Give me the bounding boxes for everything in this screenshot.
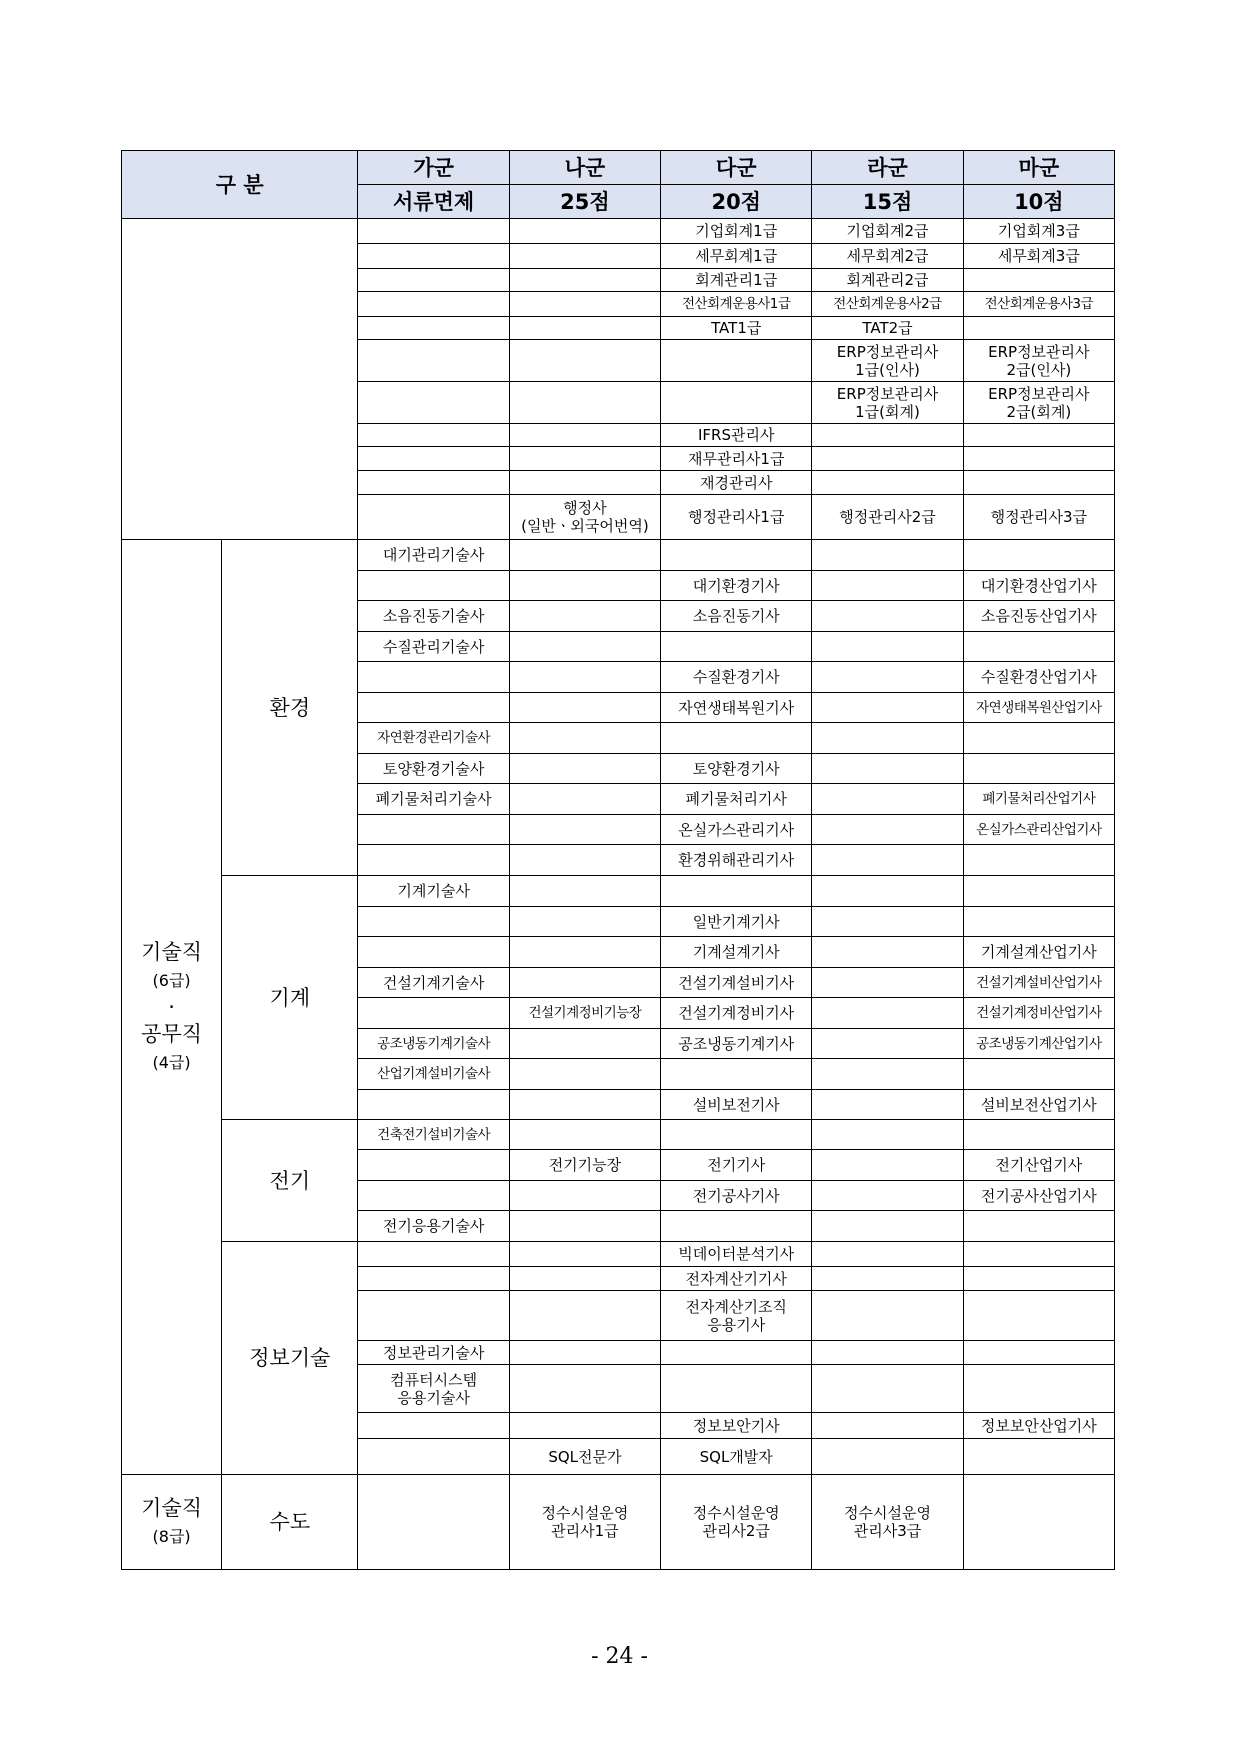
header-group: 다군 — [661, 151, 812, 185]
qualification-cell: 전기기사 — [661, 1150, 812, 1181]
qualification-cell — [812, 845, 963, 876]
header-points: 25점 — [509, 185, 660, 219]
qualification-cell — [812, 424, 963, 447]
qualification-cell — [812, 471, 963, 495]
qualification-cell: 대기환경기사 — [661, 571, 812, 601]
qualification-cell: ERP정보관리사 2급(회계) — [963, 382, 1114, 424]
qualification-cell — [812, 876, 963, 907]
qualification-cell — [509, 317, 660, 340]
qualification-cell: 기업회계1급 — [661, 219, 812, 244]
qualification-cell — [509, 540, 660, 571]
qualification-cell — [358, 1291, 509, 1341]
qualification-cell: 공조냉동기계산업기사 — [963, 1029, 1114, 1059]
header-group: 가군 — [358, 151, 509, 185]
qualification-cell — [661, 1211, 812, 1242]
qualification-cell — [812, 662, 963, 693]
qualification-cell — [812, 1211, 963, 1242]
qualification-cell — [812, 1029, 963, 1059]
qualification-cell — [358, 662, 509, 693]
qualification-cell — [963, 754, 1114, 784]
qualification-cell — [963, 269, 1114, 292]
header-category: 구 분 — [122, 151, 358, 219]
qualification-cell: 수질관리기술사 — [358, 632, 509, 662]
qualification-cell — [812, 754, 963, 784]
qualification-cell: TAT2급 — [812, 317, 963, 340]
qualification-cell: 행정관리사3급 — [963, 495, 1114, 540]
qualification-cell: 온실가스관리산업기사 — [963, 815, 1114, 845]
qualification-cell — [509, 1211, 660, 1242]
qualification-cell — [963, 723, 1114, 754]
qualification-cell — [812, 1120, 963, 1150]
qualification-cell: 설비보전기사 — [661, 1090, 812, 1120]
qualification-cell — [963, 1267, 1114, 1291]
qualification-cell — [661, 1120, 812, 1150]
qualification-cell — [509, 1181, 660, 1211]
qualification-cell — [358, 317, 509, 340]
qualification-cell — [509, 1365, 660, 1413]
qualification-cell — [509, 815, 660, 845]
qualification-cell: 소음진동기술사 — [358, 601, 509, 632]
qualification-cell — [661, 1365, 812, 1413]
qualification-cell — [963, 632, 1114, 662]
qualification-cell — [963, 1439, 1114, 1475]
qualification-cell — [358, 1267, 509, 1291]
qualification-cell — [509, 754, 660, 784]
qualification-cell: 기계설계기사 — [661, 937, 812, 968]
qualification-cell — [509, 1059, 660, 1090]
qualification-cell — [358, 495, 509, 540]
qualification-cell: 기업회계2급 — [812, 219, 963, 244]
qualification-cell — [509, 1413, 660, 1439]
qualification-cell — [509, 632, 660, 662]
qualification-cell — [812, 723, 963, 754]
qualification-cell — [358, 424, 509, 447]
qualification-cell — [509, 269, 660, 292]
qualification-cell: 정보보안산업기사 — [963, 1413, 1114, 1439]
qualification-cell — [963, 1475, 1114, 1570]
qualification-cell: 세무회계1급 — [661, 244, 812, 269]
qualification-cell — [358, 1150, 509, 1181]
qualification-cell — [358, 292, 509, 317]
qualification-cell — [812, 815, 963, 845]
qualification-cell: 폐기물처리기사 — [661, 784, 812, 815]
qualification-cell: 전산회계운용사3급 — [963, 292, 1114, 317]
qualification-cell — [509, 219, 660, 244]
qualification-cell: IFRS관리사 — [661, 424, 812, 447]
qualification-cell — [358, 815, 509, 845]
qualification-cell — [812, 1341, 963, 1365]
qualification-cell — [661, 876, 812, 907]
qualification-cell — [358, 693, 509, 723]
qualification-cell — [963, 447, 1114, 471]
qualification-cell — [661, 723, 812, 754]
qualification-cell: 전자계산기조직 응용기사 — [661, 1291, 812, 1341]
qualification-cell: 회계관리1급 — [661, 269, 812, 292]
qualification-cell — [812, 1267, 963, 1291]
qualification-cell: 기계설계산업기사 — [963, 937, 1114, 968]
qualification-cell: 자연생태복원기사 — [661, 693, 812, 723]
qualification-cell — [509, 382, 660, 424]
qualification-cell — [509, 292, 660, 317]
qualification-cell — [509, 340, 660, 382]
qualification-cell: 건설기계정비기능장 — [509, 998, 660, 1029]
qualification-cell — [812, 784, 963, 815]
qualification-cell — [358, 1181, 509, 1211]
qualification-cell — [509, 244, 660, 269]
header-group: 라군 — [812, 151, 963, 185]
qualification-cell — [358, 1242, 509, 1267]
qualification-cell — [812, 1413, 963, 1439]
qualification-cell: ERP정보관리사 1급(인사) — [812, 340, 963, 382]
header-points: 15점 — [812, 185, 963, 219]
qualification-cell — [509, 937, 660, 968]
qualification-cell — [812, 1150, 963, 1181]
qualification-cell: 전기산업기사 — [963, 1150, 1114, 1181]
qualification-cell: SQL전문가 — [509, 1439, 660, 1475]
qualification-cell — [358, 571, 509, 601]
qualification-cell: 수질환경기사 — [661, 662, 812, 693]
header-points: 10점 — [963, 185, 1114, 219]
qualification-cell: 건설기계설비산업기사 — [963, 968, 1114, 998]
qualification-cell — [509, 601, 660, 632]
qualification-cell — [963, 876, 1114, 907]
qualification-cell: 소음진동기사 — [661, 601, 812, 632]
qualification-cell — [661, 540, 812, 571]
qualification-cell: 자연환경관리기술사 — [358, 723, 509, 754]
qualification-cell: 폐기물처리산업기사 — [963, 784, 1114, 815]
category-cell: 기술직 (8급) — [122, 1475, 222, 1570]
qualification-cell: 설비보전산업기사 — [963, 1090, 1114, 1120]
qualification-cell: 기업회계3급 — [963, 219, 1114, 244]
qualification-cell: 정보관리기술사 — [358, 1341, 509, 1365]
qualification-cell — [358, 340, 509, 382]
qualification-cell — [358, 1413, 509, 1439]
qualification-cell: 온실가스관리기사 — [661, 815, 812, 845]
qualification-cell: 컴퓨터시스템 응용기술사 — [358, 1365, 509, 1413]
category-cell: 기술직 (6급) · 공무직 (4급) — [122, 540, 222, 1475]
qualification-cell — [963, 1341, 1114, 1365]
qualification-cell — [358, 382, 509, 424]
qualification-cell: 산업기계설비기술사 — [358, 1059, 509, 1090]
qualification-cell: SQL개발자 — [661, 1439, 812, 1475]
header-group: 마군 — [963, 151, 1114, 185]
qualification-cell — [963, 471, 1114, 495]
qualification-cell — [509, 723, 660, 754]
qualification-cell: 세무회계2급 — [812, 244, 963, 269]
qualification-cell — [812, 907, 963, 937]
qualification-cell — [509, 1029, 660, 1059]
qualification-cell — [358, 244, 509, 269]
qualification-cell — [661, 1341, 812, 1365]
subcategory-cell: 정보기술 — [222, 1242, 358, 1475]
qualification-cell: 전기공사산업기사 — [963, 1181, 1114, 1211]
qualification-cell — [509, 907, 660, 937]
qualification-cell: 건설기계기술사 — [358, 968, 509, 998]
qualification-cell: 건설기계정비기사 — [661, 998, 812, 1029]
qualification-cell — [509, 784, 660, 815]
qualification-cell: 재무관리사1급 — [661, 447, 812, 471]
qualification-cell: 재경관리사 — [661, 471, 812, 495]
qualification-cell — [509, 968, 660, 998]
page-number: - 24 - — [591, 1644, 648, 1669]
qualification-cell: 전산회계운용사1급 — [661, 292, 812, 317]
qualification-cell: ERP정보관리사 1급(회계) — [812, 382, 963, 424]
qualification-cell — [812, 601, 963, 632]
qualification-cell: 전자계산기기사 — [661, 1267, 812, 1291]
header-points: 서류면제 — [358, 185, 509, 219]
qualification-cell — [812, 1242, 963, 1267]
qualification-cell — [812, 540, 963, 571]
qualification-cell — [509, 1120, 660, 1150]
qualification-cell — [963, 424, 1114, 447]
qualification-cell — [509, 693, 660, 723]
qualification-cell — [812, 1365, 963, 1413]
qualification-cell — [963, 540, 1114, 571]
qualification-cell — [358, 937, 509, 968]
qualification-cell: 전기기능장 — [509, 1150, 660, 1181]
qualification-cell — [963, 1059, 1114, 1090]
qualification-cell — [358, 447, 509, 471]
qualification-cell — [509, 845, 660, 876]
qualification-table — [121, 150, 1115, 1570]
qualification-cell — [812, 447, 963, 471]
qualification-cell — [509, 471, 660, 495]
header-group: 나군 — [509, 151, 660, 185]
qualification-cell: 소음진동산업기사 — [963, 601, 1114, 632]
qualification-cell: 정수시설운영 관리사3급 — [812, 1475, 963, 1570]
qualification-cell: 행정관리사1급 — [661, 495, 812, 540]
qualification-cell: 전산회계운용사2급 — [812, 292, 963, 317]
qualification-cell: 빅데이터분석기사 — [661, 1242, 812, 1267]
qualification-cell — [963, 1211, 1114, 1242]
qualification-cell: 토양환경기사 — [661, 754, 812, 784]
qualification-cell: 세무회계3급 — [963, 244, 1114, 269]
qualification-cell: 정수시설운영 관리사1급 — [509, 1475, 660, 1570]
qualification-cell — [963, 907, 1114, 937]
qualification-cell — [358, 1439, 509, 1475]
subcategory-cell: 수도 — [222, 1475, 358, 1570]
qualification-cell: TAT1급 — [661, 317, 812, 340]
category-cell — [122, 219, 358, 540]
qualification-cell: 행정사 (일반ㆍ외국어번역) — [509, 495, 660, 540]
qualification-cell — [963, 1120, 1114, 1150]
qualification-cell: 정보보안기사 — [661, 1413, 812, 1439]
qualification-cell — [509, 424, 660, 447]
qualification-cell: 자연생태복원산업기사 — [963, 693, 1114, 723]
qualification-cell — [358, 907, 509, 937]
qualification-cell: 건설기계정비산업기사 — [963, 998, 1114, 1029]
qualification-cell — [661, 340, 812, 382]
qualification-cell — [661, 632, 812, 662]
qualification-cell — [661, 1059, 812, 1090]
qualification-cell — [812, 1291, 963, 1341]
qualification-cell — [812, 1090, 963, 1120]
qualification-cell — [812, 998, 963, 1029]
qualification-cell: 행정관리사2급 — [812, 495, 963, 540]
qualification-cell — [963, 1242, 1114, 1267]
qualification-cell — [509, 1341, 660, 1365]
qualification-cell — [358, 1475, 509, 1570]
qualification-cell — [812, 968, 963, 998]
qualification-cell — [509, 1090, 660, 1120]
qualification-cell — [812, 693, 963, 723]
qualification-cell: ERP정보관리사 2급(인사) — [963, 340, 1114, 382]
header-points: 20점 — [661, 185, 812, 219]
qualification-cell — [358, 845, 509, 876]
qualification-cell — [358, 471, 509, 495]
qualification-cell — [812, 571, 963, 601]
qualification-cell — [509, 447, 660, 471]
qualification-cell — [963, 317, 1114, 340]
qualification-cell: 일반기계기사 — [661, 907, 812, 937]
qualification-cell: 수질환경산업기사 — [963, 662, 1114, 693]
qualification-cell — [358, 219, 509, 244]
qualification-cell: 대기환경산업기사 — [963, 571, 1114, 601]
qualification-cell — [509, 1242, 660, 1267]
qualification-cell — [812, 1439, 963, 1475]
qualification-cell: 기계기술사 — [358, 876, 509, 907]
qualification-cell — [963, 1291, 1114, 1341]
qualification-cell — [812, 1059, 963, 1090]
qualification-cell — [358, 998, 509, 1029]
qualification-cell: 공조냉동기계기사 — [661, 1029, 812, 1059]
qualification-cell — [963, 845, 1114, 876]
qualification-cell: 대기관리기술사 — [358, 540, 509, 571]
qualification-cell: 환경위해관리기사 — [661, 845, 812, 876]
subcategory-cell: 환경 — [222, 540, 358, 876]
qualification-cell — [509, 1267, 660, 1291]
qualification-cell — [812, 1181, 963, 1211]
qualification-cell — [509, 876, 660, 907]
qualification-cell: 전기공사기사 — [661, 1181, 812, 1211]
qualification-cell — [358, 269, 509, 292]
qualification-cell — [812, 632, 963, 662]
qualification-cell: 정수시설운영 관리사2급 — [661, 1475, 812, 1570]
qualification-cell: 토양환경기술사 — [358, 754, 509, 784]
qualification-cell: 건설기계설비기사 — [661, 968, 812, 998]
qualification-cell — [509, 662, 660, 693]
qualification-cell — [358, 1090, 509, 1120]
qualification-cell — [509, 571, 660, 601]
qualification-cell — [812, 937, 963, 968]
qualification-cell: 전기응용기술사 — [358, 1211, 509, 1242]
qualification-cell — [661, 382, 812, 424]
subcategory-cell: 전기 — [222, 1120, 358, 1242]
qualification-cell: 건축전기설비기술사 — [358, 1120, 509, 1150]
qualification-cell — [963, 1365, 1114, 1413]
qualification-cell: 폐기물처리기술사 — [358, 784, 509, 815]
subcategory-cell: 기계 — [222, 876, 358, 1120]
qualification-cell — [509, 1291, 660, 1341]
qualification-cell: 공조냉동기계기술사 — [358, 1029, 509, 1059]
qualification-cell: 회계관리2급 — [812, 269, 963, 292]
